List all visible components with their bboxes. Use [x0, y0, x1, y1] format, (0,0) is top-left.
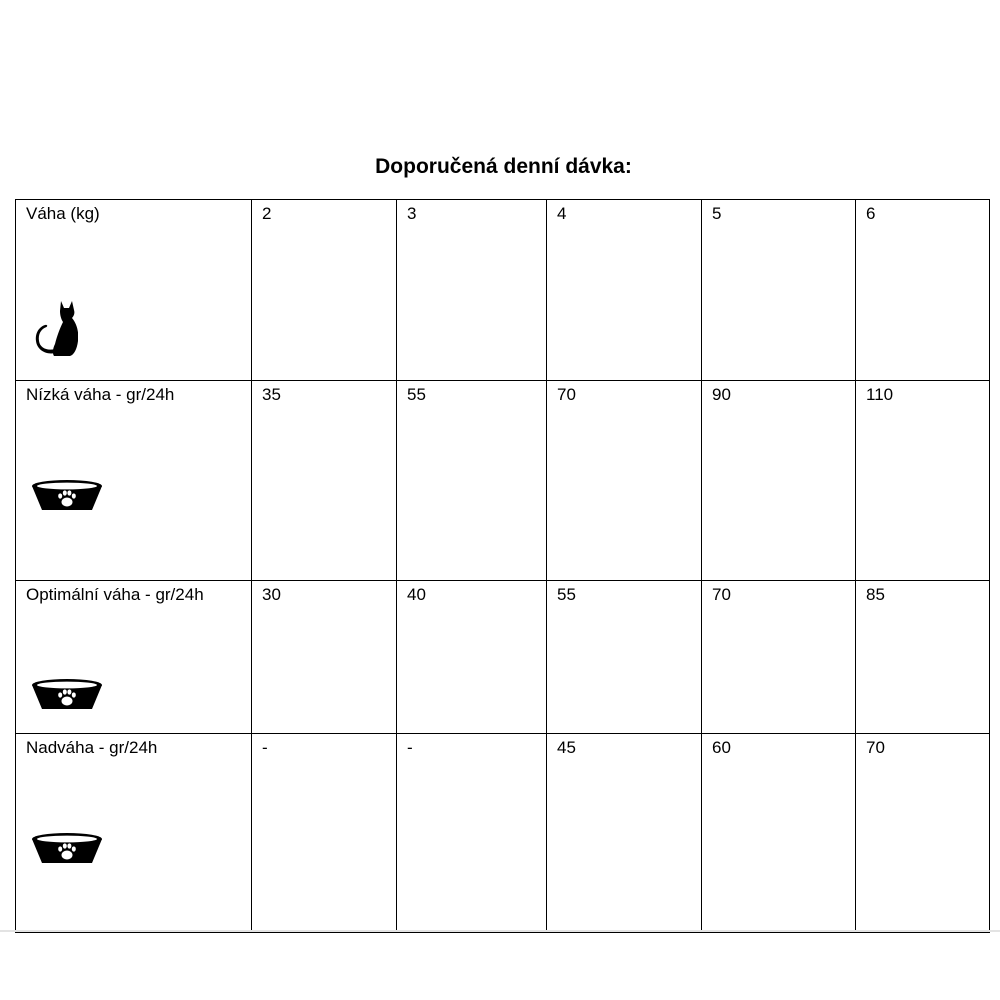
table-cell: [252, 200, 397, 381]
cell-value: 4: [557, 204, 567, 223]
cell-value: 60: [712, 738, 731, 757]
table-row-overweight: [16, 734, 990, 933]
row-label: Nízká váha - gr/24h: [26, 385, 175, 404]
cat-icon: [34, 298, 78, 356]
cell-value: -: [407, 738, 413, 757]
cell-value: 40: [407, 585, 426, 604]
table-cell: [547, 200, 702, 381]
row-header-cell: [16, 381, 252, 581]
row-label: Optimální váha - gr/24h: [26, 585, 204, 604]
table-cell: [397, 381, 547, 581]
food-bowl-icon: [30, 676, 104, 710]
food-bowl-icon: [30, 477, 104, 511]
table-row-optimal-weight: [16, 581, 990, 734]
table-cell: [547, 381, 702, 581]
table-cell: [252, 381, 397, 581]
cell-value: 3: [407, 204, 417, 223]
cell-value: 85: [866, 585, 885, 604]
cell-value: 5: [712, 204, 722, 223]
row-header-cell: [16, 581, 252, 734]
table-cell: [252, 581, 397, 734]
cell-value: 2: [262, 204, 272, 223]
cell-value: 110: [866, 385, 894, 404]
table-row-weight: [16, 200, 990, 381]
table-cell: [702, 581, 856, 734]
table-cell: [252, 734, 397, 933]
table-row-low-weight: [16, 381, 990, 581]
cell-value: 55: [557, 585, 576, 604]
row-label: Váha (kg): [26, 204, 100, 223]
cell-value: 70: [866, 738, 885, 757]
cell-value: 55: [407, 385, 426, 404]
cell-value: 35: [262, 385, 281, 404]
table-cell: [856, 381, 990, 581]
table-cell: [397, 734, 547, 933]
cell-value: 70: [712, 585, 731, 604]
page-title: Doporučená denní dávka:: [375, 155, 632, 178]
cell-value: 45: [557, 738, 576, 757]
row-header-cell: [16, 734, 252, 933]
cell-value: 6: [866, 204, 876, 223]
table-cell: [547, 734, 702, 933]
table-cell: [856, 200, 990, 381]
table-cell: [702, 734, 856, 933]
table-cell: [397, 581, 547, 734]
cell-value: 90: [712, 385, 731, 404]
row-label: Nadváha - gr/24h: [26, 738, 158, 757]
cell-value: 30: [262, 585, 281, 604]
food-bowl-icon: [30, 830, 104, 864]
table-cell: [397, 200, 547, 381]
page-bottom-divider: [0, 930, 1000, 932]
row-header-cell: [16, 200, 252, 381]
table-cell: [856, 734, 990, 933]
table-cell: [702, 381, 856, 581]
cell-value: -: [262, 738, 268, 757]
table-cell: [856, 581, 990, 734]
cell-value: 70: [557, 385, 576, 404]
daily-dose-table: [15, 199, 990, 933]
table-cell: [702, 200, 856, 381]
table-cell: [547, 581, 702, 734]
